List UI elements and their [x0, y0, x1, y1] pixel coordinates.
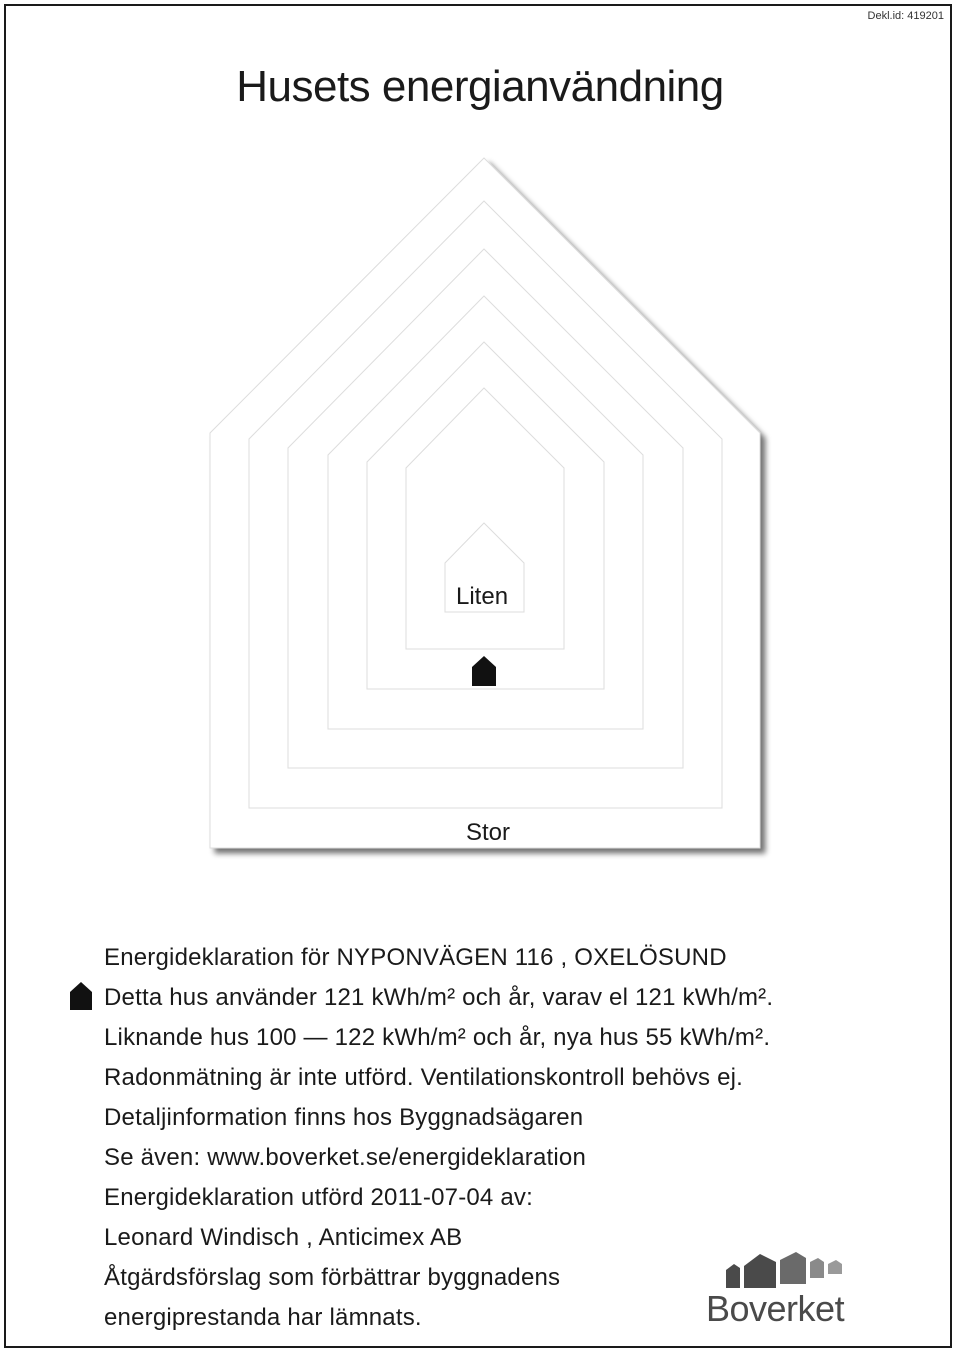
declaration-id: Dekl.id: 419201	[867, 10, 944, 22]
house-marker-icon	[70, 982, 92, 1010]
scale-label-small: Liten	[456, 583, 509, 610]
scale-label-large: Stor	[466, 819, 511, 846]
info-website: Se även: www.boverket.se/energideklaration	[104, 1144, 587, 1171]
info-radon: Radonmätning är inte utförd. Ventilationskontroll behövs ej.	[104, 1064, 744, 1091]
info-details: Detaljinformation finns hos Byggnadsägaren	[104, 1104, 584, 1131]
boverket-logo-text: Boverket	[706, 1288, 845, 1329]
info-comparison: Liknande hus 100 — 122 kWh/m² och år, nya hus 55 kWh/m².	[104, 1024, 771, 1051]
info-date: Energideklaration utförd 2011-07-04 av:	[104, 1184, 533, 1211]
info-suggestions-1: Åtgärdsförslag som förbättrar byggnadens	[104, 1264, 561, 1291]
info-address: Energideklaration för NYPONVÄGEN 116 , OXELÖSUND	[104, 944, 727, 971]
info-energy-use: Detta hus använder 121 kWh/m² och år, varav el 121 kWh/m².	[104, 984, 774, 1011]
info-suggestions-2: energiprestanda har lämnats.	[104, 1304, 422, 1331]
page-title: Husets energianvändning	[236, 62, 724, 111]
info-inspector: Leonard Windisch , Anticimex AB	[104, 1224, 463, 1251]
house-marker-icon	[472, 656, 496, 686]
